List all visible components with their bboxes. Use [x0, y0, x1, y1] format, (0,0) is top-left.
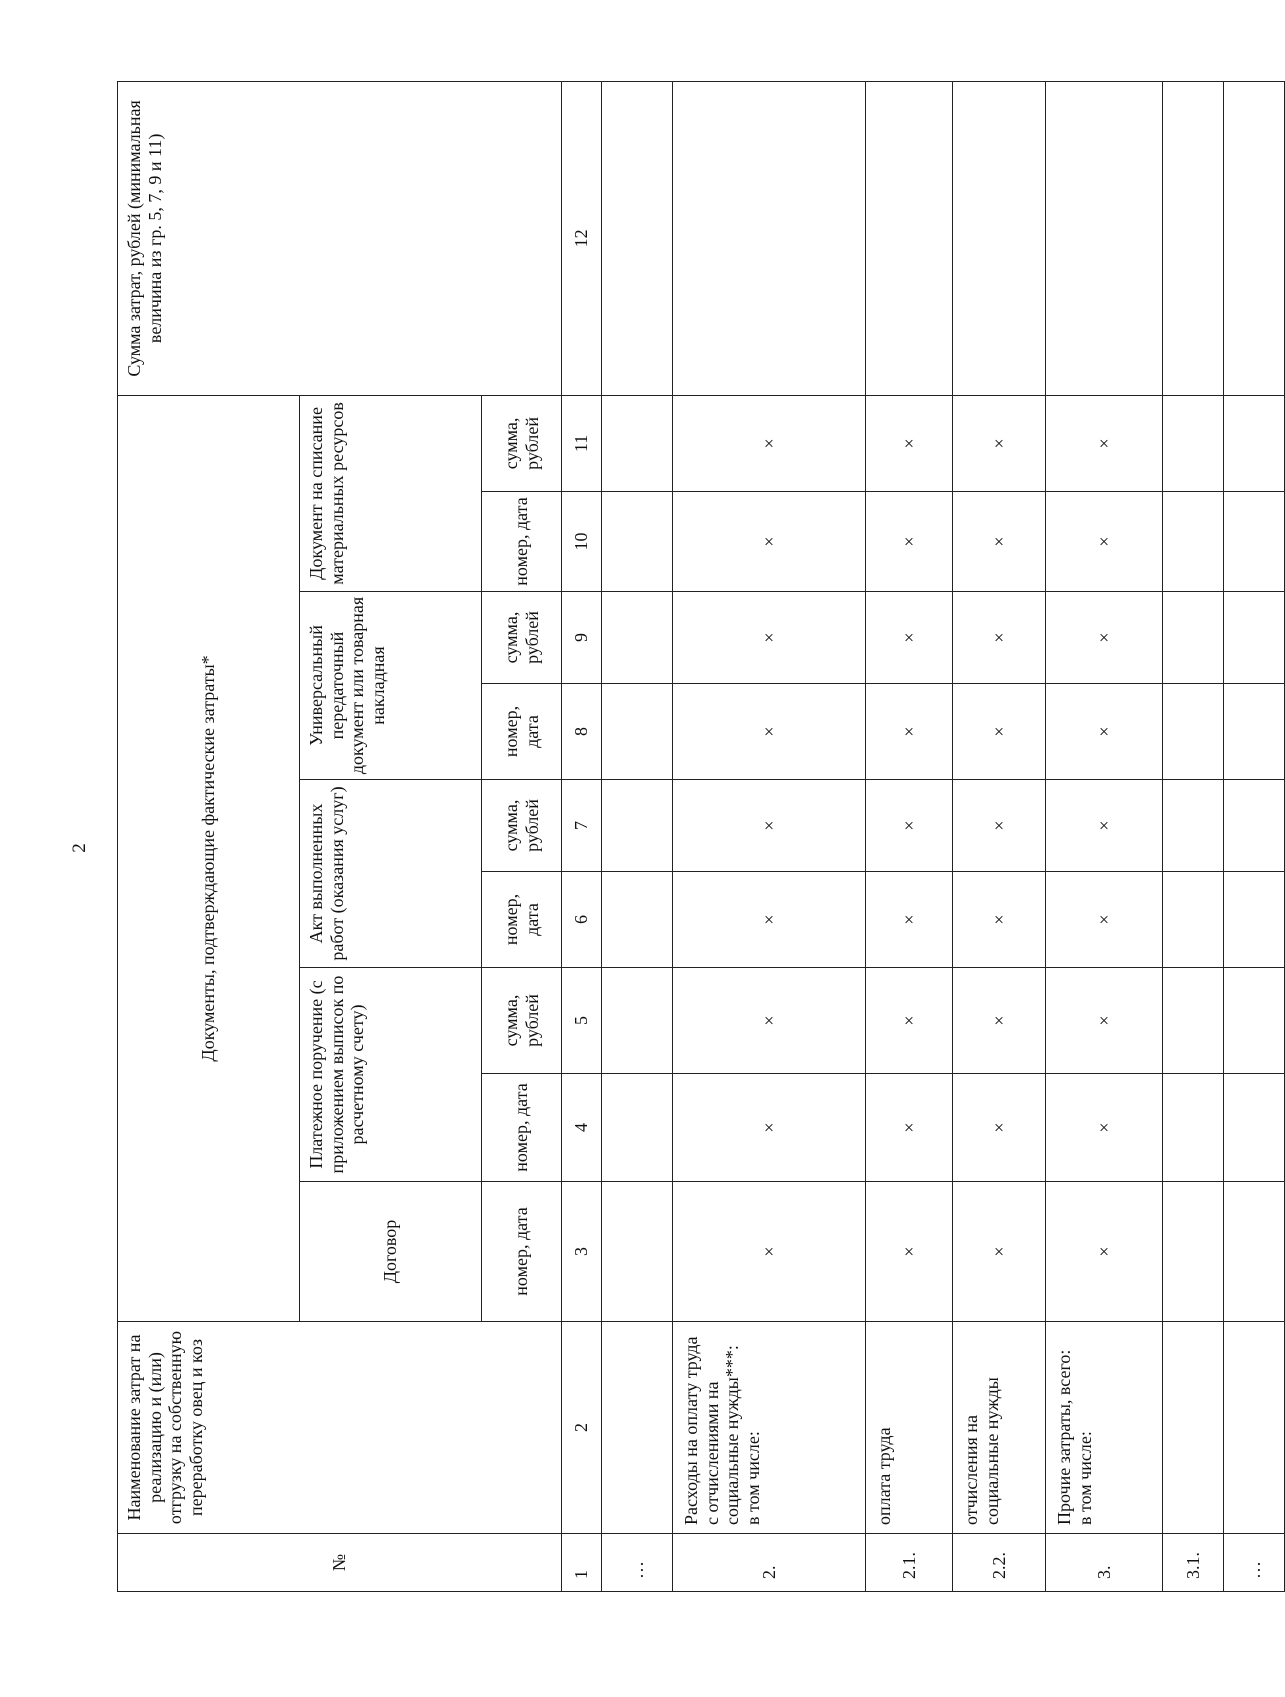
cross-mark-cell: [602, 684, 673, 780]
cross-mark-cell: ×: [866, 684, 953, 780]
cross-mark-cell: [1163, 1182, 1224, 1322]
cross-mark-cell: ×: [866, 395, 953, 491]
cross-mark-cell: ×: [673, 395, 866, 491]
subheader-upd-sum: сумма, рублей: [482, 592, 562, 684]
column-number: 7: [562, 780, 602, 872]
cross-mark-cell: [602, 395, 673, 491]
cross-mark-cell: ×: [953, 1182, 1046, 1322]
cross-mark-cell: ×: [673, 684, 866, 780]
cross-mark-cell: [1224, 684, 1285, 780]
subheader-contract-number-date: номер, дата: [482, 1182, 562, 1322]
cross-mark-cell: ×: [866, 968, 953, 1074]
header-no: №: [118, 1534, 562, 1592]
row-total: [1224, 81, 1285, 395]
table-row: [866, 81, 953, 1591]
header-act: Акт выполненных работ (оказания услуг): [300, 780, 482, 968]
row-number: 2.: [673, 1534, 866, 1592]
column-number: 9: [562, 592, 602, 684]
table-body: [602, 81, 1285, 1591]
cross-mark-cell: [1224, 968, 1285, 1074]
cross-mark-cell: [1163, 492, 1224, 592]
expenses-table: [117, 81, 1285, 1592]
cross-mark-cell: ×: [1046, 492, 1163, 592]
cross-mark-cell: ×: [953, 492, 1046, 592]
row-total: [673, 81, 866, 395]
cross-mark-cell: ×: [673, 1074, 866, 1182]
column-number: 10: [562, 492, 602, 592]
cross-mark-cell: ×: [866, 1182, 953, 1322]
cross-mark-cell: ×: [953, 395, 1046, 491]
cross-mark-cell: ×: [1046, 395, 1163, 491]
header-total: Сумма затрат, рублей (минимальная величина из гр. 5, 7, 9 и 11): [118, 81, 562, 395]
column-number: 8: [562, 684, 602, 780]
table-row: [1163, 81, 1224, 1591]
row-number: 2.2.: [953, 1534, 1046, 1592]
row-total: [866, 81, 953, 395]
column-number: 1: [562, 1534, 602, 1592]
cross-mark-cell: ×: [953, 780, 1046, 872]
cross-mark-cell: ×: [866, 780, 953, 872]
row-name: Прочие затраты, всего: в том числе:: [1046, 1322, 1163, 1534]
header-contract: Договор: [300, 1182, 482, 1322]
cross-mark-cell: ×: [673, 492, 866, 592]
cross-mark-cell: [1163, 684, 1224, 780]
row-number: 3.: [1046, 1534, 1163, 1592]
cross-mark-cell: [602, 968, 673, 1074]
row-name: [1163, 1322, 1224, 1534]
cross-mark-cell: ×: [1046, 1074, 1163, 1182]
row-name: оплата труда: [866, 1322, 953, 1534]
cross-mark-cell: ×: [673, 780, 866, 872]
subheader-payment-number-date: номер, дата: [482, 1074, 562, 1182]
cross-mark-cell: ×: [866, 1074, 953, 1182]
cross-mark-cell: [1163, 592, 1224, 684]
row-number: 3.1.: [1163, 1534, 1224, 1592]
cross-mark-cell: [1224, 395, 1285, 491]
cross-mark-cell: ×: [866, 492, 953, 592]
row-name: Расходы на оплату труда с отчислениями на социальные нужды***: в том числе:: [673, 1322, 866, 1534]
header-upd: Универсальный передаточный документ или товарная накладная: [300, 592, 482, 780]
column-number: 12: [562, 81, 602, 395]
page-number: 2: [69, 843, 90, 853]
table-row: [953, 81, 1046, 1591]
row-number: …: [1224, 1534, 1285, 1592]
cross-mark-cell: ×: [1046, 1182, 1163, 1322]
column-number: 11: [562, 395, 602, 491]
cross-mark-cell: ×: [953, 592, 1046, 684]
subheader-act-sum: сумма, рублей: [482, 780, 562, 872]
header-writeoff: Документ на списание материальных ресурсов: [300, 395, 482, 591]
cross-mark-cell: ×: [866, 872, 953, 968]
cross-mark-cell: [602, 1182, 673, 1322]
column-number: 3: [562, 1182, 602, 1322]
row-name: отчисления на социальные нужды: [953, 1322, 1046, 1534]
row-total: [1046, 81, 1163, 395]
row-number: …: [602, 1534, 673, 1592]
cross-mark-cell: [602, 492, 673, 592]
row-total: [953, 81, 1046, 395]
header-documents-group: Документы, подтверждающие фактические затраты*: [118, 395, 300, 1321]
cross-mark-cell: ×: [866, 592, 953, 684]
cross-mark-cell: [1224, 592, 1285, 684]
cross-mark-cell: ×: [673, 872, 866, 968]
table-row: [1046, 81, 1163, 1591]
subheader-payment-sum: сумма, рублей: [482, 968, 562, 1074]
cross-mark-cell: [1163, 395, 1224, 491]
cross-mark-cell: [1224, 1074, 1285, 1182]
cross-mark-cell: ×: [953, 684, 1046, 780]
cross-mark-cell: [1163, 1074, 1224, 1182]
cross-mark-cell: ×: [673, 968, 866, 1074]
header-payment-order: Платежное поручение (с приложением выписок по расчетному счету): [300, 968, 482, 1182]
header-name: Наименование затрат на реализацию и (или) отгрузку на собственную переработку овец и коз: [118, 1322, 562, 1534]
cross-mark-cell: [1224, 492, 1285, 592]
cross-mark-cell: [1224, 1182, 1285, 1322]
column-number-row: [562, 81, 602, 1591]
subheader-writeoff-sum: сумма, рублей: [482, 395, 562, 491]
cross-mark-cell: [602, 872, 673, 968]
cross-mark-cell: ×: [1046, 872, 1163, 968]
table-row: [1224, 81, 1285, 1591]
cross-mark-cell: ×: [1046, 780, 1163, 872]
column-number: 4: [562, 1074, 602, 1182]
table-row: [602, 81, 673, 1591]
cross-mark-cell: [1163, 780, 1224, 872]
cross-mark-cell: [1163, 968, 1224, 1074]
subheader-act-number-date: номер, дата: [482, 872, 562, 968]
column-number: 5: [562, 968, 602, 1074]
row-number: 2.1.: [866, 1534, 953, 1592]
cross-mark-cell: ×: [673, 592, 866, 684]
cross-mark-cell: ×: [953, 872, 1046, 968]
cross-mark-cell: [602, 592, 673, 684]
cross-mark-cell: ×: [1046, 684, 1163, 780]
cross-mark-cell: ×: [673, 1182, 866, 1322]
column-number: 6: [562, 872, 602, 968]
column-number: 2: [562, 1322, 602, 1534]
cross-mark-cell: ×: [953, 1074, 1046, 1182]
subheader-upd-number-date: номер, дата: [482, 684, 562, 780]
cross-mark-cell: ×: [953, 968, 1046, 1074]
table-row: [673, 81, 866, 1591]
cross-mark-cell: [602, 780, 673, 872]
subheader-writeoff-number-date: номер, дата: [482, 492, 562, 592]
row-name: [602, 1322, 673, 1534]
row-total: [602, 81, 673, 395]
row-total: [1163, 81, 1224, 395]
cross-mark-cell: [1224, 780, 1285, 872]
cross-mark-cell: ×: [1046, 968, 1163, 1074]
cross-mark-cell: [1224, 872, 1285, 968]
cross-mark-cell: ×: [1046, 592, 1163, 684]
cross-mark-cell: [602, 1074, 673, 1182]
rotated-table-container: [117, 82, 1264, 1592]
row-name: [1224, 1322, 1285, 1534]
cross-mark-cell: [1163, 872, 1224, 968]
